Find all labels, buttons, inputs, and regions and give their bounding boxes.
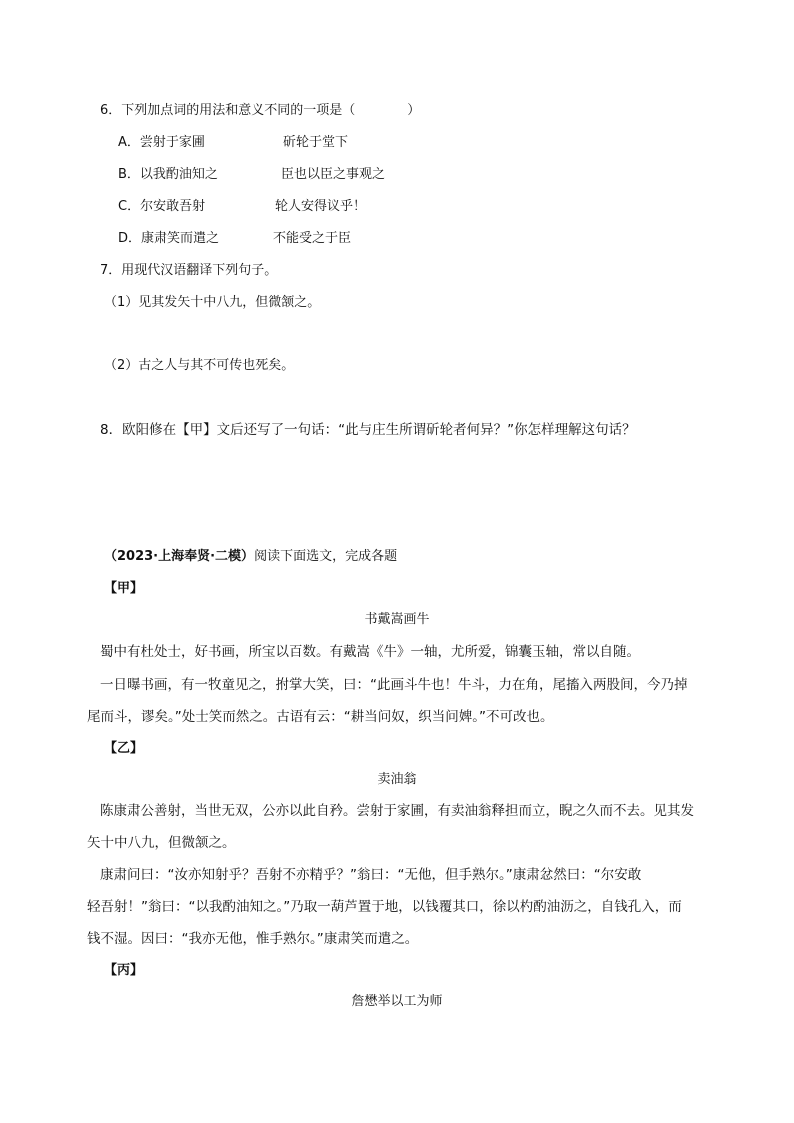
passage-yi-line-5: 钱不湿。因曰：“我亦无他，惟手熟尔。”康肃笑而遣之。 bbox=[87, 931, 419, 947]
passage-jia-title: 书戴嵩画牛 bbox=[364, 612, 430, 627]
section-header bbox=[104, 548, 397, 566]
passage-yi-marker: 【乙】 bbox=[104, 741, 144, 756]
passage-yi-line-2: 矢十中八九，但微颔之。 bbox=[87, 835, 236, 851]
q6-option-d-pair: 不能受之于臣 bbox=[273, 231, 352, 246]
passage-jia-line-1: 蜀中有杜处士，好书画，所宝以百数。有戴嵩《牛》一轴，尤所爱，锦囊玉轴，常以自随。 bbox=[100, 644, 640, 660]
passage-yi-line-3: 康肃问曰：“汝亦知射乎？吾射不亦精乎？”翁曰：“无他，但手熟尔。”康肃忿然曰：“尔安敢 bbox=[100, 867, 642, 883]
question-8-stem: 8．欧阳修在【甲】文后还写了一句话：“此与庄生所谓斫轮者何异？”你怎样理解这句话？ bbox=[100, 422, 636, 438]
q6-option-d: D．康肃笑而遣之 bbox=[118, 231, 220, 246]
section-source: （2023·上海奉贤·二模） bbox=[104, 549, 255, 564]
q7-item-2: （2）古之人与其不可传也死矣。 bbox=[104, 358, 295, 373]
passage-jia-marker: 【甲】 bbox=[104, 581, 144, 596]
passage-jia-line-3: 尾而斗，谬矣。”处士笑而然之。古语有云：“耕当问奴，织当问婢。”不可改也。 bbox=[87, 709, 554, 725]
q7-item-1: （1）见其发矢十中八九，但微颔之。 bbox=[104, 295, 321, 310]
passage-yi-line-4: 轻吾射！”翁曰：“以我酌油知之。”乃取一葫芦置于地，以钱覆其口，徐以杓酌油沥之，自钱孔入，而 bbox=[87, 899, 682, 915]
question-6-stem: 6．下列加点词的用法和意义不同的一项是（ ） bbox=[100, 103, 421, 118]
q6-option-c-pair: 轮人安得议乎！ bbox=[275, 199, 367, 214]
passage-bing-title: 詹懋举以工为师 bbox=[351, 994, 443, 1009]
passage-yi-title: 卖油翁 bbox=[377, 772, 417, 787]
passage-bing-marker: 【丙】 bbox=[104, 963, 144, 978]
q6-option-b-pair: 臣也以臣之事观之 bbox=[281, 167, 386, 182]
q6-option-a: A．尝射于家圃 bbox=[118, 135, 205, 150]
section-instruction: 阅读下面选文，完成各题 bbox=[254, 549, 398, 564]
q6-option-a-pair: 斫轮于堂下 bbox=[283, 135, 349, 150]
passage-jia-line-2: 一日曝书画，有一牧童见之，拊掌大笑，曰：“此画斗牛也！牛斗，力在角，尾搐入两股间，今乃掉 bbox=[100, 677, 688, 693]
q6-option-c: C．尔安敢吾射 bbox=[118, 199, 206, 214]
q6-option-b: B．以我酌油知之 bbox=[118, 167, 218, 182]
passage-yi-line-1: 陈康肃公善射，当世无双，公亦以此自矜。尝射于家圃，有卖油翁释担而立，睨之久而不去。见其发 bbox=[100, 803, 694, 819]
question-7-stem: 7．用现代汉语翻译下列句子。 bbox=[100, 263, 278, 278]
